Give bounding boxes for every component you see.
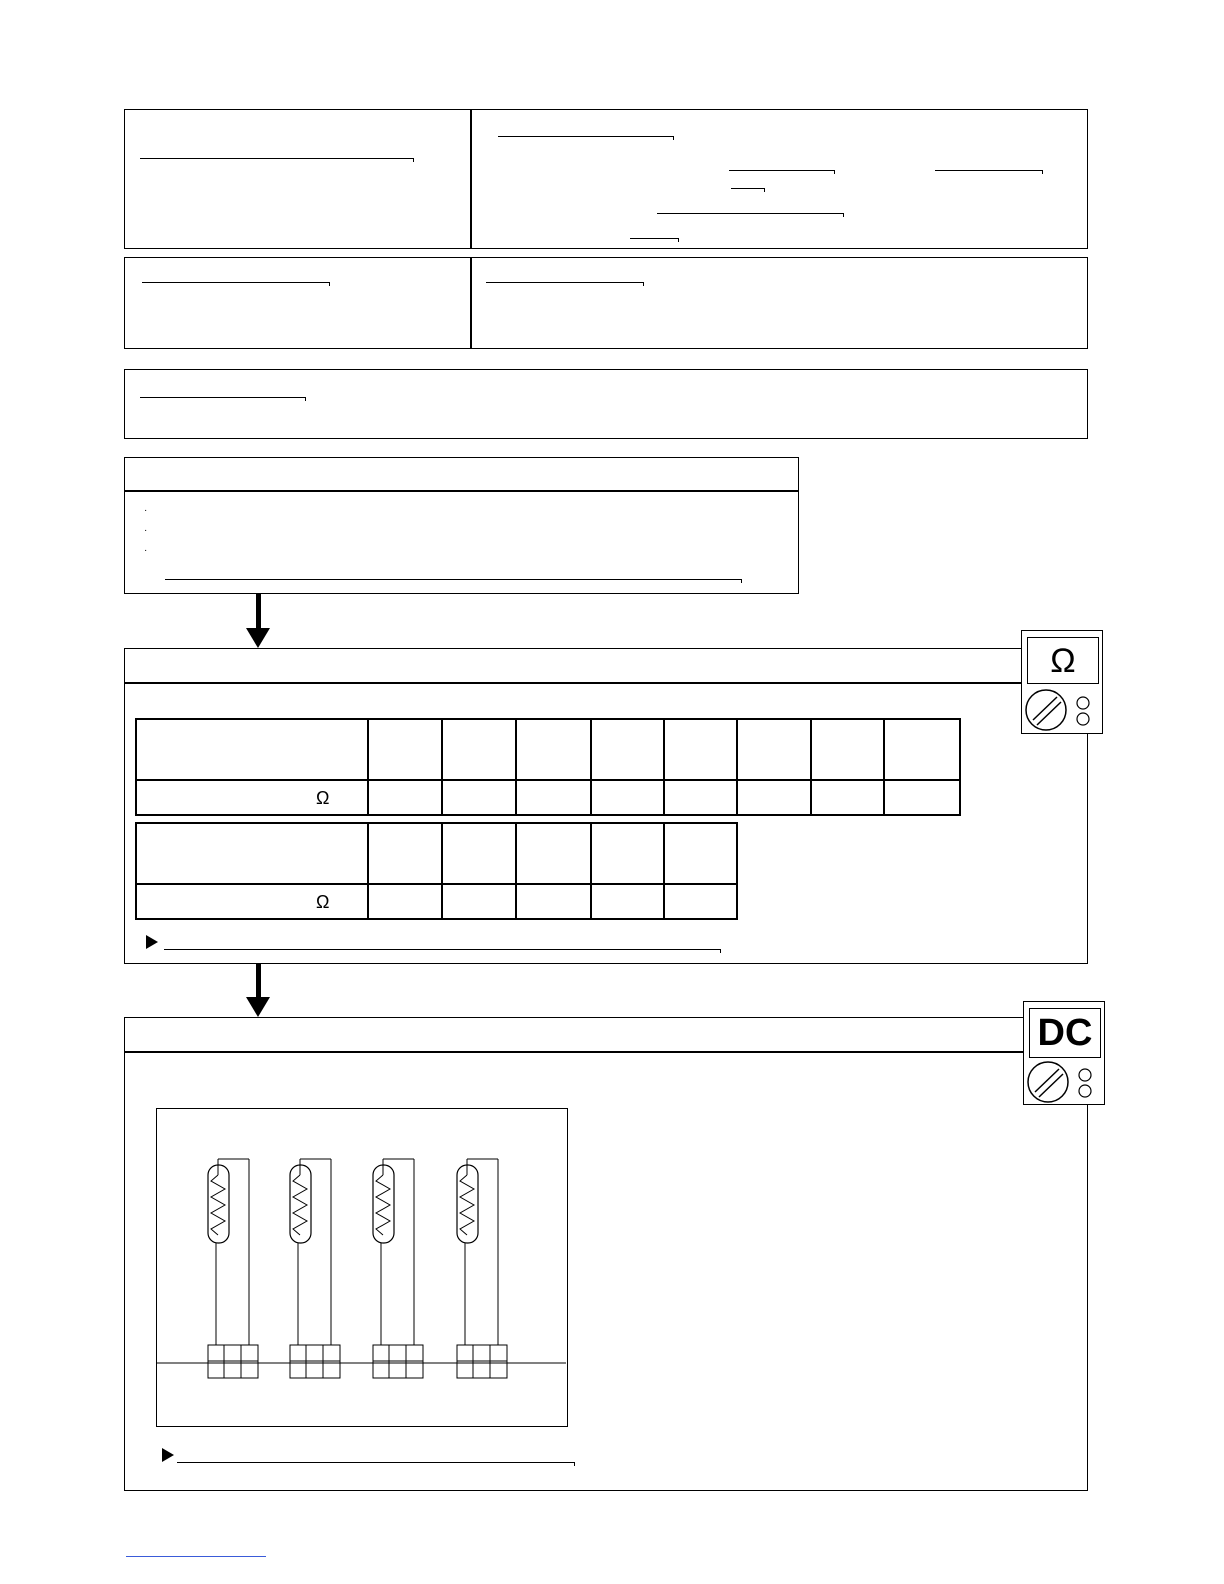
underline [140,397,305,398]
down-arrow-icon [246,628,270,648]
underline [630,238,678,239]
underline [142,282,329,283]
triangle-right-icon [146,935,158,949]
ohm-meter-label: Ω [1050,641,1076,680]
multimeter-icon [1023,1001,1105,1105]
down-arrow-icon [256,594,261,630]
step-box-preconditions [124,457,799,594]
underline [165,579,741,580]
underline [935,170,1042,171]
info-box-right-2 [470,257,1088,349]
info-box-left-2 [124,257,472,349]
unit-label: Ω [316,892,330,912]
meter-dial-icon [1024,1058,1106,1106]
resistance-table-1 [135,718,961,816]
underline [140,158,413,159]
underline [164,949,720,950]
underline [486,282,643,283]
footer-link[interactable] [126,1556,266,1557]
dc-meter-label: DC [1037,1012,1093,1054]
info-box-right-1 [470,109,1088,249]
thermistor-sensor-icon [157,1109,566,1425]
step-box-voltage-check [124,1017,1088,1491]
down-arrow-icon [246,997,270,1017]
info-box-left-1 [124,109,472,249]
resistance-table-2 [135,822,738,920]
step-header-rule [125,490,798,492]
underline [729,170,834,171]
underline [498,136,673,137]
info-box-full [124,369,1088,439]
down-arrow-icon [256,964,261,1000]
step-header-rule [125,682,1027,684]
step-box-resistance-check [124,648,1088,964]
bullet-marker: · [144,525,148,536]
bullet-marker: · [144,505,148,516]
multimeter-icon [1021,630,1103,734]
underline [657,213,843,214]
underline [731,188,764,189]
triangle-right-icon [162,1448,174,1462]
unit-label: Ω [316,788,330,808]
bullet-marker: · [144,545,148,556]
step-header-rule [125,1051,1027,1053]
meter-dial-icon [1022,685,1104,735]
underline [177,1462,574,1463]
sensor-diagram [156,1108,568,1427]
